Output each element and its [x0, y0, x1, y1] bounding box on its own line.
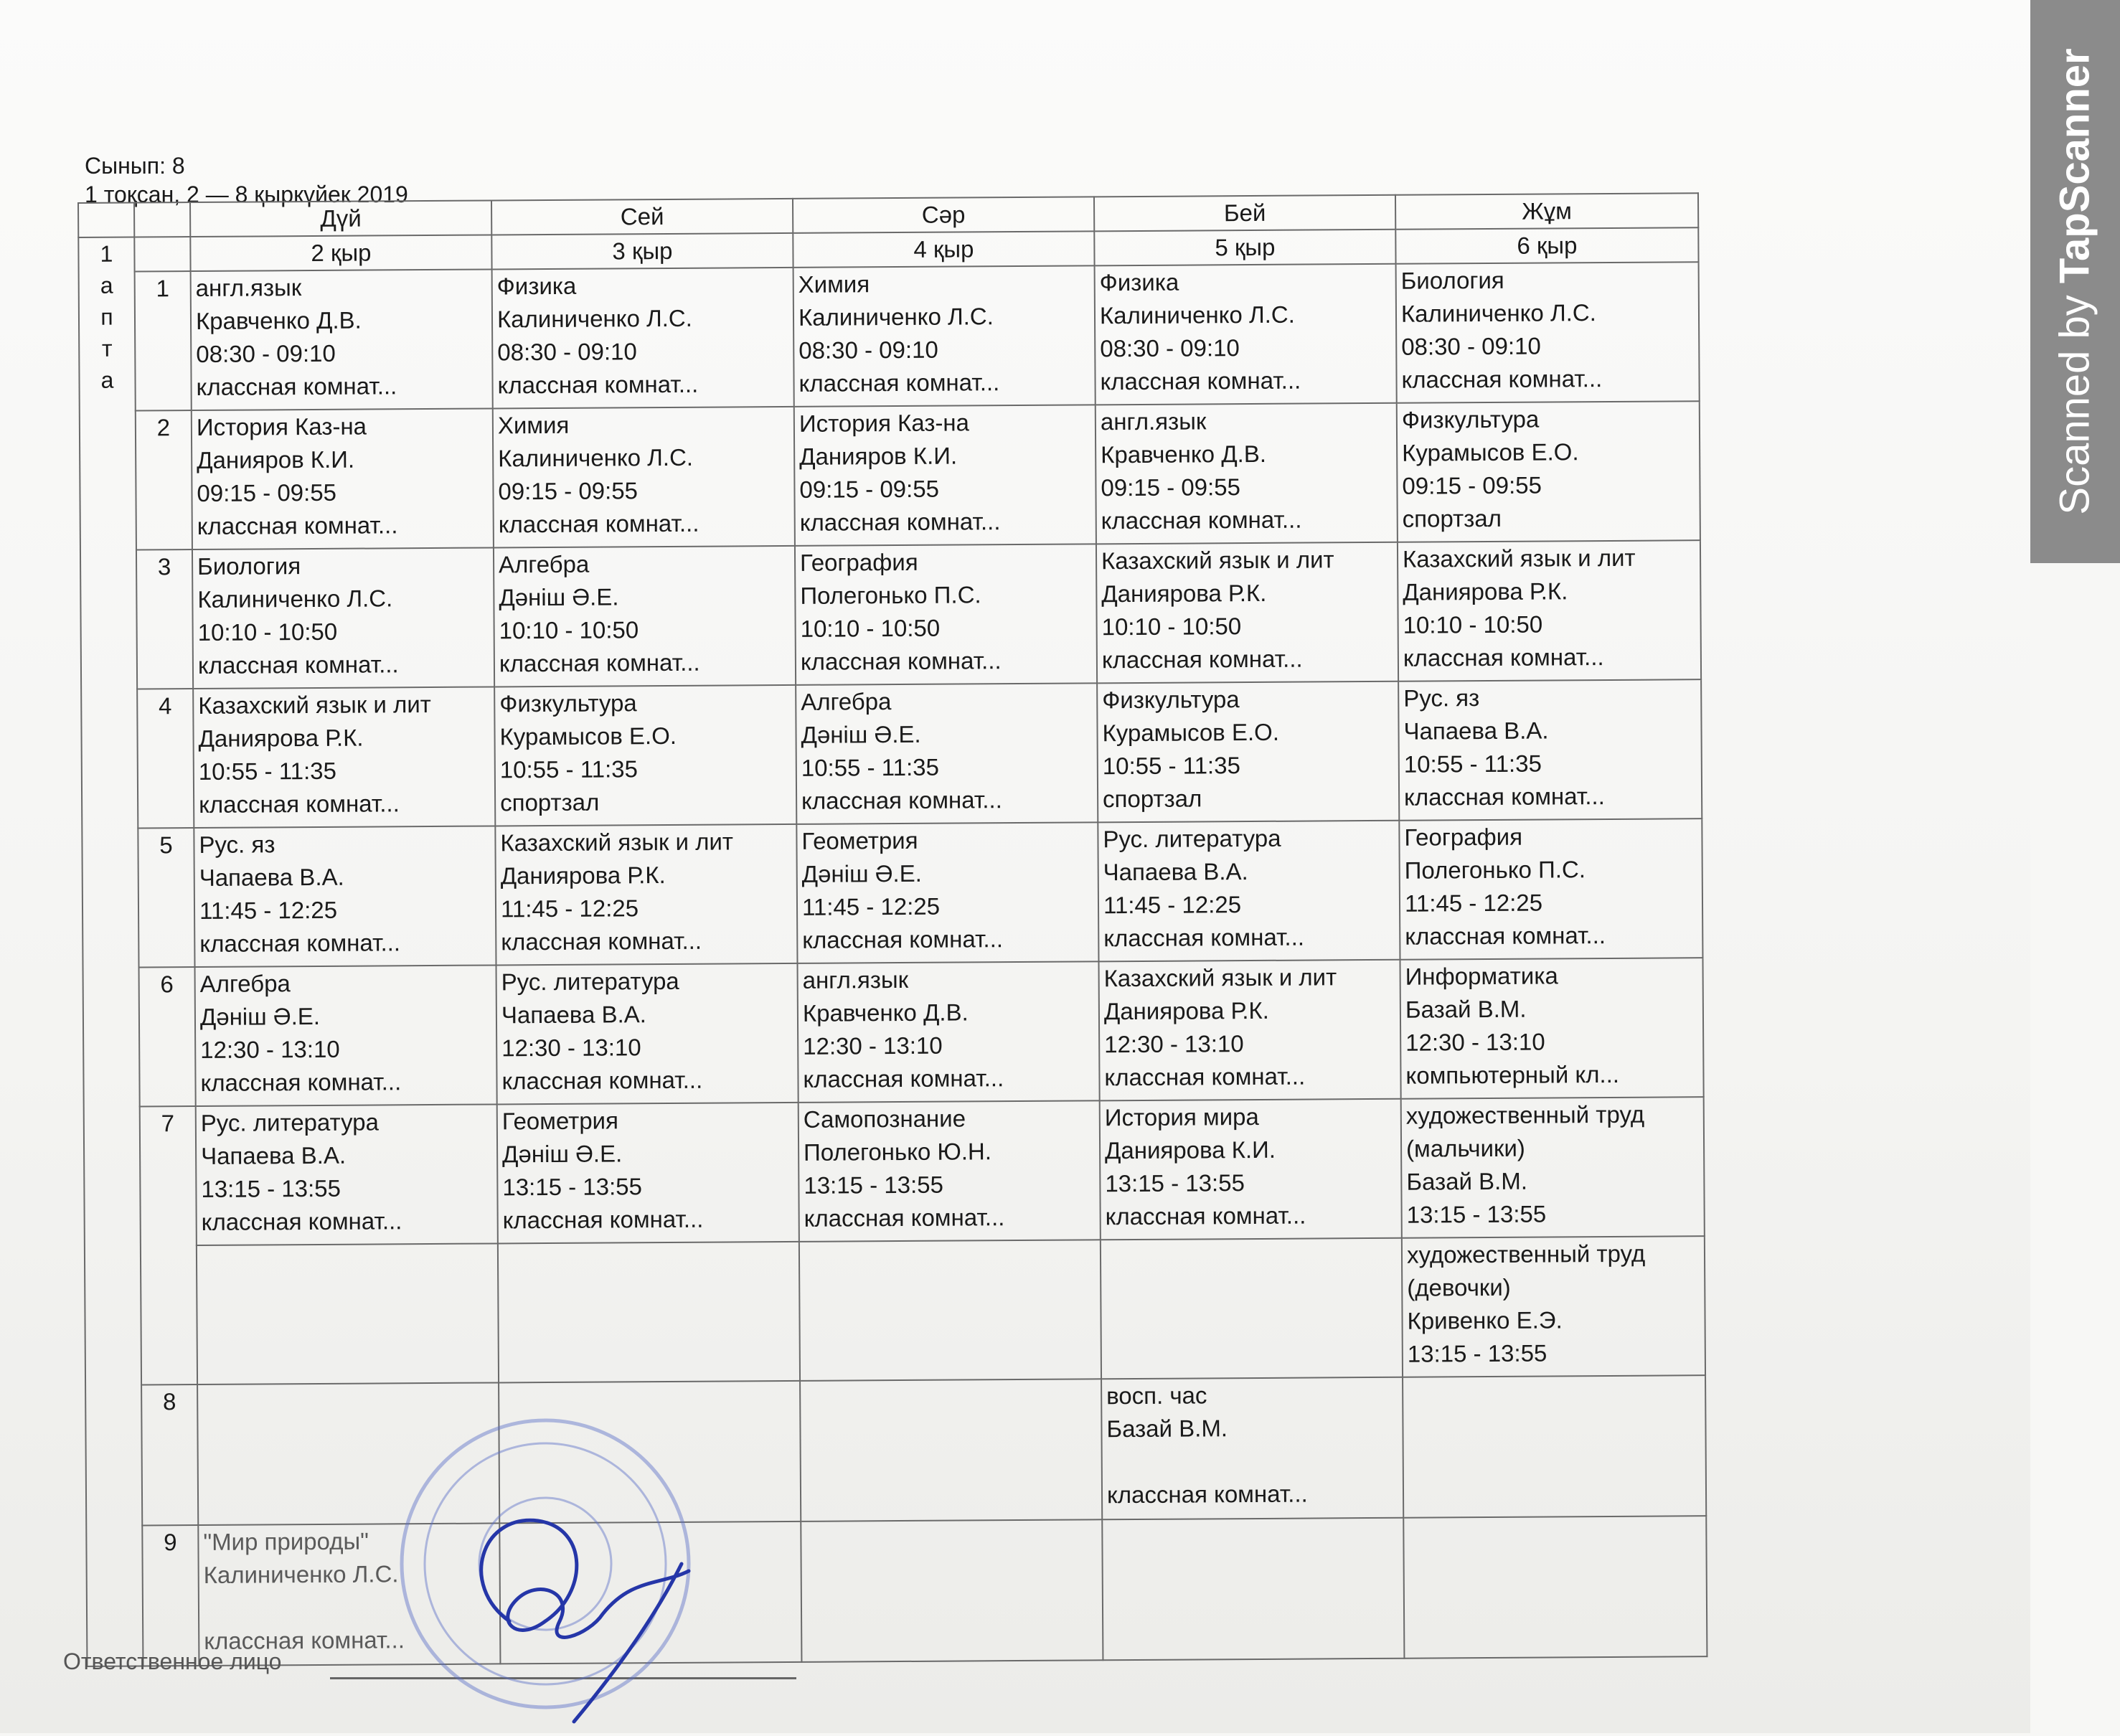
lesson-line: История Каз-на: [196, 412, 367, 440]
lesson-line: классная комнат...: [499, 648, 700, 677]
lesson-row: [80, 540, 1701, 689]
lesson-line: Дәніш Ә.Е.: [199, 1002, 321, 1030]
lesson-line: Рус. литература: [200, 1108, 380, 1136]
lesson-line: География: [1404, 823, 1523, 851]
lesson-line: художественный труд: [1405, 1100, 1645, 1129]
lesson-line: Казахский язык и лит: [1402, 544, 1636, 572]
lesson-number: 9: [142, 1525, 199, 1666]
lesson-line: классная комнат...: [1103, 923, 1305, 952]
week-letter: п: [100, 303, 113, 330]
lesson-line: классная комнат...: [196, 372, 397, 400]
lesson-line: Рус. литература: [1103, 824, 1281, 853]
lesson-line: Физкультура: [499, 689, 637, 717]
lesson-line: Данияров К.И.: [799, 442, 958, 470]
lesson-line: Физика: [496, 272, 577, 300]
day-date: 5 қыр: [1094, 230, 1395, 266]
lesson-cell: [191, 269, 493, 410]
lesson-line: Химия: [798, 270, 870, 298]
lesson-line: англ.язык: [195, 274, 302, 301]
lesson-line: 10:55 - 11:35: [198, 757, 337, 785]
lesson-row: [82, 819, 1702, 968]
lesson-line: классная комнат...: [501, 1066, 703, 1095]
lesson-row: [80, 401, 1700, 550]
lesson-line: 11:45 - 12:25: [801, 892, 941, 920]
lesson-cell: [1098, 960, 1400, 1101]
day-date: 3 қыр: [491, 233, 793, 270]
lesson-number: 3: [136, 549, 193, 689]
lesson-line: Самопознание: [803, 1105, 966, 1133]
lesson-number: 4: [137, 689, 194, 828]
lesson-line: Чапаева В.А.: [1103, 858, 1248, 886]
lesson-line: 10:10 - 10:50: [197, 618, 338, 646]
week-letter: а: [100, 272, 113, 298]
lesson-line: 08:30 - 09:10: [497, 338, 637, 366]
lesson-cell: [794, 405, 1096, 546]
lesson-line: классная комнат...: [1405, 922, 1606, 950]
lesson-line: Чапаева В.А.: [199, 863, 344, 891]
lesson-line: классная комнат...: [800, 647, 1002, 675]
lesson-line: классная комнат...: [497, 370, 699, 399]
lesson-cell: [793, 265, 1096, 407]
lesson-cell: [493, 407, 795, 548]
lesson-line: англ.язык: [1100, 407, 1207, 435]
corner-cell: [78, 203, 134, 237]
lesson-line: англ.язык: [802, 966, 909, 994]
lesson-line: Даниярова Р.К.: [500, 862, 666, 890]
lesson-row: [84, 1097, 1705, 1246]
lesson-line: классная комнат...: [204, 1626, 405, 1654]
lesson-line: Курамысов Е.О.: [1402, 438, 1579, 466]
lesson-line: классная комнат...: [1104, 1062, 1306, 1091]
day-name: Бей: [1094, 195, 1395, 232]
lesson-line: История Каз-на: [798, 409, 970, 437]
class-label: Сынып: 8: [85, 153, 185, 179]
lesson-line: 13:15 - 13:55: [1406, 1200, 1547, 1228]
lesson-line: Геометрия: [501, 1107, 619, 1135]
lesson-line: 08:30 - 09:10: [1401, 332, 1541, 360]
lesson-line: 12:30 - 13:10: [200, 1035, 340, 1063]
lesson-cell: [1097, 681, 1399, 823]
lesson-line: 09:15 - 09:55: [1402, 471, 1542, 499]
lesson-cell: [494, 685, 796, 826]
lesson-number: 6: [139, 967, 196, 1106]
lesson-number: 7: [140, 1106, 197, 1384]
lesson-number: 8: [141, 1384, 198, 1525]
lesson-number: 1: [135, 271, 192, 410]
lesson-line: компьютерный кл...: [1405, 1060, 1620, 1089]
lesson-line: классная комнат...: [798, 369, 1000, 397]
lesson-row: [86, 1516, 1707, 1666]
lesson-line: Кравченко Д.В.: [1101, 440, 1267, 468]
lesson-line: География: [799, 548, 918, 576]
lesson-line: классная комнат...: [197, 511, 398, 539]
week-letter: 1: [100, 240, 113, 267]
lesson-line: Дәніш Ә.Е.: [801, 859, 922, 887]
lesson-cell: [497, 1103, 799, 1244]
lesson-row: [85, 1375, 1706, 1526]
lesson-cell: [197, 1243, 499, 1384]
lesson-line: (девочки): [1407, 1273, 1511, 1301]
lesson-line: 12:30 - 13:10: [1405, 1028, 1545, 1056]
lesson-cell: [492, 268, 794, 409]
scanner-prefix: Scanned by: [2052, 283, 2099, 515]
lesson-line: классная комнат...: [1105, 1202, 1306, 1230]
lesson-line: спортзал: [1102, 785, 1202, 813]
lesson-line: Калиниченко Л.С.: [203, 1560, 399, 1588]
lesson-cell: [796, 683, 1098, 824]
lesson-line: Рус. яз: [199, 831, 275, 858]
lesson-cell: [194, 826, 496, 967]
lesson-line: 13:15 - 13:55: [502, 1173, 643, 1201]
lesson-line: Данияров К.И.: [197, 445, 355, 473]
day-name: Сей: [491, 199, 793, 235]
responsible-person-label: Ответственное лицо: [63, 1648, 282, 1674]
lesson-line: Чапаева В.А.: [1403, 717, 1549, 745]
lesson-line: Калиниченко Л.С.: [1099, 301, 1295, 329]
lesson-cell: [1102, 1518, 1404, 1661]
lesson-line: Базай В.М.: [1106, 1415, 1228, 1443]
day-date: 6 қыр: [1395, 227, 1698, 264]
scanner-watermark: [2030, 0, 2120, 563]
lesson-line: Курамысов Е.О.: [499, 722, 677, 750]
lesson-line: Калиниченко Л.С.: [496, 304, 692, 333]
lesson-line: Рус. литература: [501, 967, 679, 996]
lesson-line: классная комнат...: [1403, 643, 1604, 671]
lesson-line: Курамысов Е.О.: [1102, 718, 1280, 747]
lesson-cell: [1399, 819, 1702, 960]
lesson-line: классная комнат...: [201, 1207, 402, 1235]
lesson-cell: [796, 822, 1098, 963]
lesson-line: (мальчики): [1405, 1134, 1525, 1162]
lesson-line: Биология: [1400, 266, 1504, 294]
schedule-table: [77, 192, 1707, 1667]
lesson-cell: [196, 1104, 498, 1245]
lesson-line: классная комнат...: [1106, 1480, 1308, 1509]
lesson-line: 09:15 - 09:55: [197, 478, 337, 506]
day-date: 4 қыр: [793, 231, 1094, 268]
lesson-line: История мира: [1104, 1103, 1259, 1131]
lesson-cell: [1101, 1238, 1403, 1379]
week-label: [78, 237, 143, 1666]
lesson-cell: [1400, 958, 1703, 1099]
lesson-line: классная комнат...: [1401, 365, 1603, 393]
lesson-cell: [1396, 262, 1700, 403]
lesson-cell: [1403, 1375, 1706, 1518]
lesson-line: Калиниченко Л.С.: [798, 303, 994, 331]
lesson-cell: [1101, 1377, 1403, 1520]
lesson-line: Кравченко Д.В.: [802, 999, 969, 1027]
lesson-line: 08:30 - 09:10: [798, 336, 938, 364]
lesson-line: Физкультура: [1401, 405, 1540, 433]
lesson-line: 10:10 - 10:50: [499, 616, 639, 644]
lesson-line: 10:10 - 10:50: [800, 614, 941, 642]
lesson-line: Калиниченко Л.С.: [498, 443, 694, 472]
day-date: 2 қыр: [190, 235, 491, 271]
lesson-line: Физика: [1099, 268, 1179, 296]
week-letter: т: [101, 335, 113, 362]
lesson-line: Казахский язык и лит: [500, 828, 734, 857]
lesson-cell: [195, 965, 497, 1106]
lesson-line: Казахский язык и лит: [198, 691, 431, 719]
lesson-line: Базай В.М.: [1406, 1167, 1528, 1195]
lesson-cell: [800, 1379, 1102, 1522]
lesson-cell: [795, 544, 1097, 685]
period-label: 1 тоқсан, 2 — 8 қыркүйек 2019: [85, 181, 408, 207]
lesson-line: Полегонько П.С.: [1404, 856, 1586, 884]
lesson-line: классная комнат...: [197, 651, 399, 679]
lesson-line: классная комнат...: [1403, 783, 1605, 811]
lesson-line: 13:15 - 13:55: [1407, 1339, 1547, 1367]
lesson-line: Алгебра: [498, 550, 590, 578]
lesson-line: 12:30 - 13:10: [1104, 1030, 1244, 1058]
lesson-line: Казахский язык и лит: [1101, 546, 1334, 575]
lesson-line: 10:55 - 11:35: [1403, 750, 1542, 778]
lesson-cell: [798, 1100, 1101, 1242]
lesson-row: [79, 262, 1700, 411]
lesson-line: спортзал: [500, 788, 600, 816]
lesson-cell: [1402, 1236, 1705, 1377]
lesson-line: Физкультура: [1102, 686, 1240, 714]
lesson-line: 10:55 - 11:35: [801, 753, 939, 781]
lesson-cell: [1398, 679, 1702, 821]
lesson-row: [85, 1236, 1705, 1385]
lesson-cell: [1096, 403, 1398, 544]
lesson-line: Геометрия: [801, 826, 918, 854]
lesson-line: 11:45 - 12:25: [500, 895, 639, 923]
lesson-line: классная комнат...: [803, 1065, 1004, 1093]
lesson-line: 10:10 - 10:50: [1101, 613, 1242, 641]
lesson-cell: [1100, 1099, 1402, 1240]
day-name: Жұм: [1395, 193, 1698, 230]
lesson-line: 09:15 - 09:55: [498, 477, 639, 505]
lesson-line: 08:30 - 09:10: [1100, 334, 1240, 362]
lesson-line: Кривенко Е.Э.: [1407, 1306, 1563, 1334]
lesson-line: Информатика: [1405, 962, 1558, 990]
lesson-line: классная комнат...: [498, 509, 699, 538]
lesson-line: Полегонько Ю.Н.: [803, 1138, 992, 1166]
lesson-line: Даниярова Р.К.: [1103, 996, 1269, 1025]
lesson-line: классная комнат...: [199, 929, 401, 957]
lesson-line: [1107, 1444, 1398, 1478]
lesson-line: Дәніш Ә.Е.: [499, 583, 619, 611]
lesson-line: восп. час: [1106, 1382, 1207, 1410]
lesson-line: Биология: [197, 552, 301, 580]
lesson-line: Полегонько П.С.: [800, 581, 981, 609]
lesson-cell: [496, 963, 798, 1105]
corner-cell: [134, 202, 190, 237]
lesson-row: [81, 679, 1702, 829]
lesson-line: Даниярова Р.К.: [1403, 577, 1568, 605]
lesson-line: Казахский язык и лит: [1103, 963, 1337, 992]
lesson-line: 12:30 - 13:10: [803, 1032, 943, 1060]
lesson-line: Даниярова К.И.: [1104, 1136, 1276, 1164]
lesson-cell: [797, 961, 1099, 1103]
lesson-line: классная комнат...: [502, 1205, 704, 1234]
lesson-line: классная комнат...: [799, 508, 1001, 536]
lesson-line: 10:10 - 10:50: [1403, 610, 1543, 638]
lesson-cell: [1098, 821, 1400, 962]
lesson-line: Даниярова Р.К.: [198, 724, 364, 752]
lesson-line: классная комнат...: [1101, 506, 1302, 534]
lesson-line: 09:15 - 09:55: [799, 475, 940, 503]
lesson-cell: [1403, 1516, 1707, 1659]
lesson-cell: [192, 408, 494, 549]
lesson-line: Чапаева В.А.: [201, 1141, 347, 1169]
lesson-line: Базай В.М.: [1405, 995, 1527, 1023]
lesson-line: 13:15 - 13:55: [1105, 1169, 1245, 1197]
lesson-line: 13:15 - 13:55: [201, 1174, 341, 1202]
lesson-line: 09:15 - 09:55: [1101, 473, 1241, 501]
lesson-row: [83, 958, 1704, 1107]
lesson-cell: [192, 547, 494, 689]
lesson-line: 12:30 - 13:10: [501, 1034, 641, 1062]
lesson-line: 13:15 - 13:55: [804, 1171, 943, 1199]
day-name: Сәр: [793, 197, 1094, 233]
lesson-line: Дәніш Ә.Е.: [502, 1140, 623, 1168]
lesson-line: 11:45 - 12:25: [1404, 889, 1543, 917]
lesson-line: художественный труд: [1406, 1240, 1646, 1268]
lesson-line: Кравченко Д.В.: [195, 306, 362, 334]
lesson-line: классная комнат...: [802, 925, 1004, 953]
scanner-brand: TapScanner: [2052, 48, 2099, 284]
lesson-line: классная комнат...: [1100, 367, 1301, 395]
lesson-line: спортзал: [1402, 504, 1502, 532]
lesson-line: Химия: [497, 411, 570, 439]
lesson-line: Алгебра: [801, 688, 892, 715]
corner-cell: [134, 237, 190, 271]
lesson-cell: [799, 1240, 1101, 1381]
official-stamp-and-signature: [373, 1406, 717, 1736]
lesson-line: 11:45 - 12:25: [199, 896, 338, 924]
lesson-line: "Мир природы": [203, 1527, 369, 1555]
lesson-cell: [494, 546, 796, 687]
lesson-number: 2: [136, 410, 192, 549]
lesson-line: Калиниченко Л.С.: [1400, 299, 1596, 327]
lesson-number: 5: [138, 828, 194, 967]
lesson-cell: [498, 1242, 800, 1383]
lesson-line: классная комнат...: [1101, 645, 1303, 674]
lesson-cell: [1398, 540, 1701, 681]
lesson-line: Рус. яз: [1403, 684, 1480, 712]
lesson-line: классная комнат...: [501, 927, 702, 956]
lesson-cell: [193, 687, 495, 828]
lesson-line: классная комнат...: [804, 1204, 1005, 1232]
lesson-line: 08:30 - 09:10: [196, 339, 336, 367]
lesson-line: Дәніш Ә.Е.: [801, 720, 921, 748]
lesson-line: Алгебра: [199, 970, 291, 997]
lesson-line: Чапаева В.А.: [501, 1001, 647, 1029]
lesson-line: классная комнат...: [200, 1068, 402, 1096]
lesson-cell: [1401, 1097, 1705, 1238]
lesson-line: классная комнат...: [801, 786, 1002, 814]
lesson-line: классная комнат...: [199, 790, 400, 818]
lesson-cell: [1096, 542, 1398, 684]
lesson-cell: [801, 1519, 1103, 1662]
lesson-cell: [495, 824, 797, 966]
lesson-cell: [1095, 264, 1397, 405]
lesson-line: 11:45 - 12:25: [1103, 891, 1242, 919]
week-letter: а: [100, 367, 114, 393]
lesson-line: 10:55 - 11:35: [499, 755, 638, 783]
lesson-line: Даниярова Р.К.: [1101, 579, 1267, 608]
lesson-line: Калиниченко Л.С.: [197, 585, 393, 613]
lesson-line: 10:55 - 11:35: [1102, 752, 1240, 780]
day-name: Дүй: [190, 200, 491, 237]
lesson-cell: [1397, 401, 1700, 542]
